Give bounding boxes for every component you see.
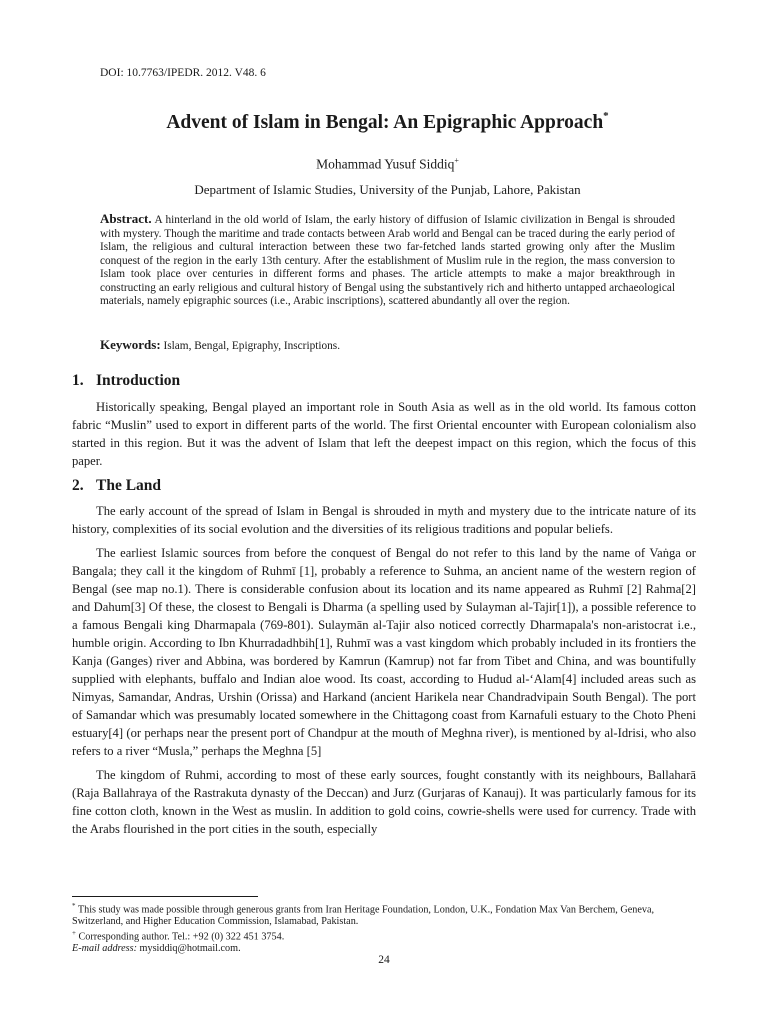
section-title: Introduction — [96, 372, 181, 389]
footnote-divider — [72, 896, 258, 897]
footnote-corresponding-text: Corresponding author. Tel.: +92 (0) 322 451 3754. — [78, 931, 285, 943]
keywords-text: Islam, Bengal, Epigraphy, Inscriptions. — [163, 340, 341, 352]
footnote-grant — [72, 901, 696, 928]
abstract — [100, 212, 675, 309]
keywords-label: Keywords: — [100, 337, 161, 352]
footnote-corresponding — [72, 928, 696, 943]
section-heading-introduction — [72, 372, 180, 390]
abstract-label: Abstract. — [100, 211, 152, 226]
email-label: E-mail address: — [72, 942, 137, 954]
section-number: 1. — [72, 372, 84, 389]
section-number: 2. — [72, 477, 84, 494]
section-title: The Land — [96, 477, 162, 494]
author-name — [100, 156, 675, 173]
footnotes — [72, 901, 696, 955]
doi-line: DOI: 10.7763/IPEDR. 2012. V48. 6 — [100, 67, 266, 79]
paper-title-text: Advent of Islam in Bengal: An Epigraphic Approach — [166, 112, 604, 133]
section-introduction-body — [72, 398, 696, 476]
author-affiliation: Department of Islamic Studies, University of the Punjab, Lahore, Pakistan — [194, 182, 581, 197]
footnote-mark: + — [72, 928, 76, 937]
page-number: 24 — [378, 954, 390, 966]
paragraph: Historically speaking, Bengal played an important role in South Asia as well as in the old world. Its famous cotton fabric “Muslin” used to export in different parts of the world. The first Oriental encounter with European colonialism also started in this region. But it was the advent of Islam that left the deepest impact on this region, which the focus of this paper. — [72, 400, 696, 468]
paragraph: The earliest Islamic sources from before the conquest of Bengal do not refer to this land by the name of Vaṅga or Bangala; they call it the kingdom of Ruhmī [1], probably a reference to Suhma, an ancient name of the western region of Bengal (see map no.1). There is considerable confusion about its location and its name appeared as Ruhmī [2] Rahma[2] and Dahum[3] Of these, the closest to Bengali is Dharma (a spelling used by Sulayman al-Tajir[1]), a possible reference to a famous Bengali king Dharmapala (769-801). Sulaymān al-Tajir also noticed correctly Dharmapala's non-aristocrat i.e., humble origin. According to Ibn Khurradadhbih[1], Ruhmī was a vast kingdom which probably included in its frontiers the Kanja (Ganges) river and Abbina, was bordered by Kamrun (Kamrup) not far from Tibet and China, and was bountifully supplied with elephants, buffalo and Indian aloe wood. Its coast, according to Hudud al-‘Alam[4] included areas such as Nimyas, Samandar, Andras, Urshin (Orissa) and Harkand (ancient Harikela near Chandradvipain South Bengal). The port of Samandar which was presumably located somewhere in the Chittagong coast from Karnafuli estuary to the Choto Pheni estuary[4] (or perhaps near the present port of Chandpur at the mouth of Meghna river), is mentioned by al-Idrisi, who also refers to a river “Musla,” perhaps the Meghna [5] — [72, 546, 696, 758]
paragraph: The kingdom of Ruhmi, according to most of these early sources, fought constantly with its neighbours, Ballaharā (Raja Ballahraya of the Rastrakuta dynasty of the Deccan) and Jurz (Gurjaras of Kanauj). It was particularly famous for its fine cotton cloth, known in the West as muslin. In addition to gold coins, cowrie-shells were used for currency. Trade with the Arabs flourished in the port cities in the south, especially — [72, 768, 696, 836]
author-footnote-mark: + — [454, 156, 459, 165]
footnote-mark: * — [72, 902, 76, 910]
footnote-email — [72, 943, 696, 955]
section-heading-the-land — [72, 477, 161, 495]
abstract-text: A hinterland in the old world of Islam, the early history of diffusion of Islamic civilization in Bengal is shrouded with mystery. Though the maritime and trade contacts between Arab world and Bengal can be traced during the early period of Islam, the religious and cultural interaction between these two far-fetched lands started growing only after the Muslim conquest of the region in the early 13th century. After the establishment of Muslim rule in the region, the mass conversion to Islam took place over centuries in different forms and phases. The article attempts to make a major breakthrough in constructing an early religious and cultural history of Bengal using the substantively rich and hitherto untapped archaeological materials, namely epigraphic sources (i.e., Arabic inscriptions), scattered abundantly all over the region. — [100, 214, 675, 307]
paper-title — [100, 112, 675, 134]
paragraph: The early account of the spread of Islam in Bengal is shrouded in myth and mystery due to the intricate nature of its history, complexities of its social evolution and the diversities of its religious traditions and popular beliefs. — [72, 504, 696, 536]
keywords — [100, 337, 675, 353]
email-address: mysiddiq@hotmail.com. — [139, 942, 241, 954]
author-name-text: Mohammad Yusuf Siddiq — [316, 156, 455, 172]
section-the-land-body — [72, 502, 696, 844]
title-footnote-mark: * — [603, 110, 609, 122]
footnote-grant-text: This study was made possible through generous grants from Iran Heritage Foundation, London, U.K., Fondation Max Van Berchem, Geneva, Switzerland, and Higher Education Commission, Islamabad, Pakistan. — [72, 904, 655, 928]
